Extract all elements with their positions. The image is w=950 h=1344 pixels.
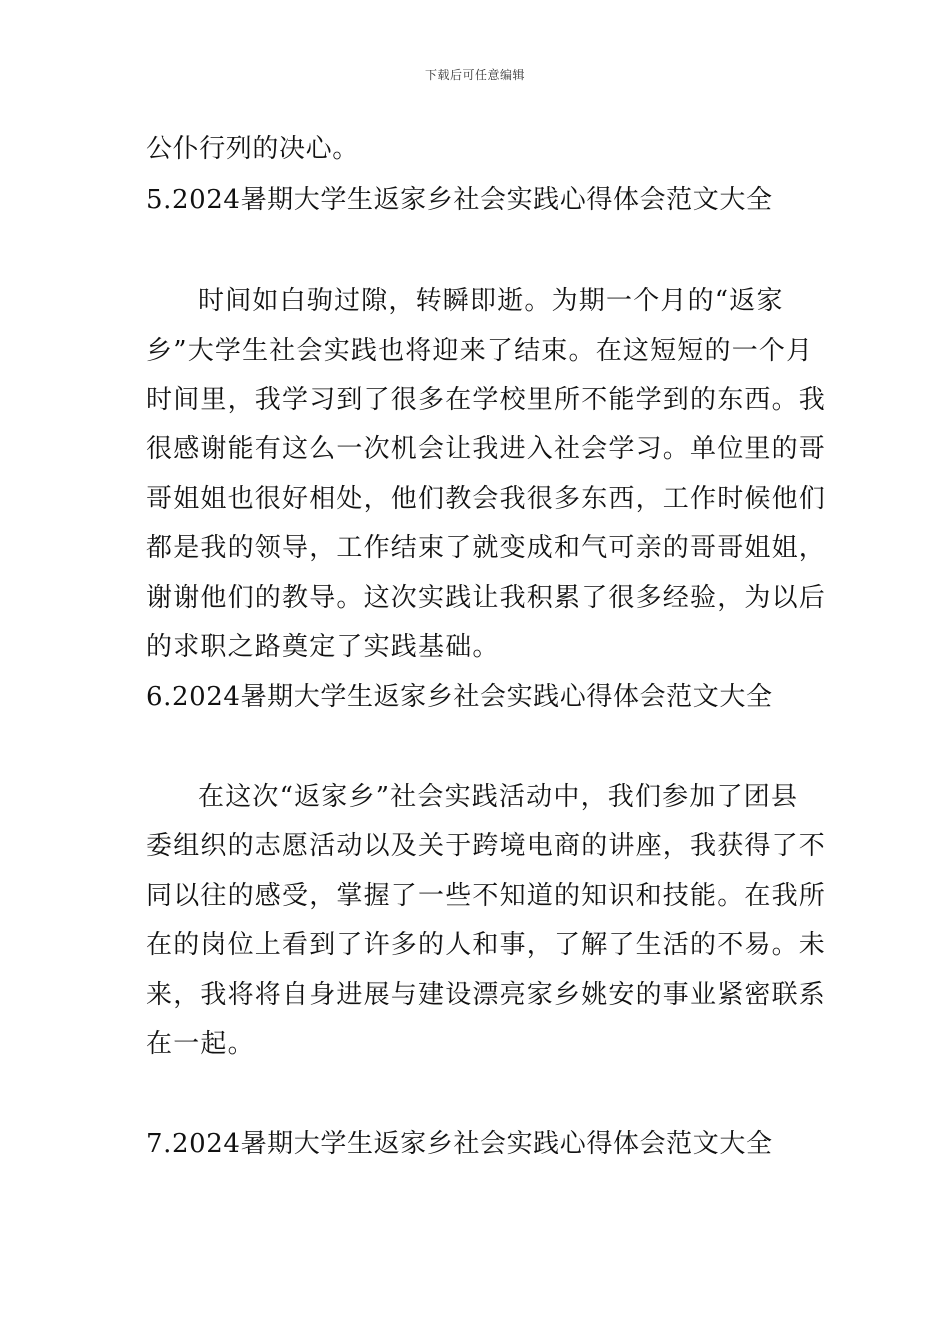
paragraph-line: 来，我将将自身进展与建设漂亮家乡姚安的事业紧密联系 <box>146 980 827 1010</box>
section-heading-5: 5.2024暑期大学生返家乡社会实践心得体会范文大全 <box>146 185 773 215</box>
paragraph-line: 在的岗位上看到了许多的人和事，了解了生活的不易。未 <box>146 930 827 960</box>
section-heading-6: 6.2024暑期大学生返家乡社会实践心得体会范文大全 <box>146 682 773 712</box>
paragraph-line: 时间里，我学习到了很多在学校里所不能学到的东西。我 <box>146 385 827 415</box>
paragraph-line: 在一起。 <box>146 1029 255 1059</box>
paragraph-line: 委组织的志愿活动以及关于跨境电商的讲座，我获得了不 <box>146 831 827 861</box>
paragraph-line: 都是我的领导，工作结束了就变成和气可亲的哥哥姐姐， <box>146 533 827 563</box>
paragraph-line: 在这次“返家乡”社会实践活动中，我们参加了团县 <box>198 782 799 812</box>
section-heading-7: 7.2024暑期大学生返家乡社会实践心得体会范文大全 <box>146 1129 773 1159</box>
paragraph-line: 哥姐姐也很好相处，他们教会我很多东西，工作时候他们 <box>146 484 827 514</box>
paragraph-line: 同以往的感受，掌握了一些不知道的知识和技能。在我所 <box>146 881 827 911</box>
intro-line: 公仆行列的决心。 <box>146 134 359 164</box>
paragraph-line: 谢谢他们的教导。这次实践让我积累了很多经验，为以后 <box>146 583 827 613</box>
page-header: 下载后可任意编辑 <box>424 68 525 82</box>
paragraph-line: 乡”大学生社会实践也将迎来了结束。在这短短的一个月 <box>146 336 814 366</box>
paragraph-line: 时间如白驹过隙，转瞬即逝。为期一个月的“返家 <box>198 286 784 316</box>
paragraph-line: 很感谢能有这么一次机会让我进入社会学习。单位里的哥 <box>146 434 827 464</box>
paragraph-line: 的求职之路奠定了实践基础。 <box>146 632 500 662</box>
